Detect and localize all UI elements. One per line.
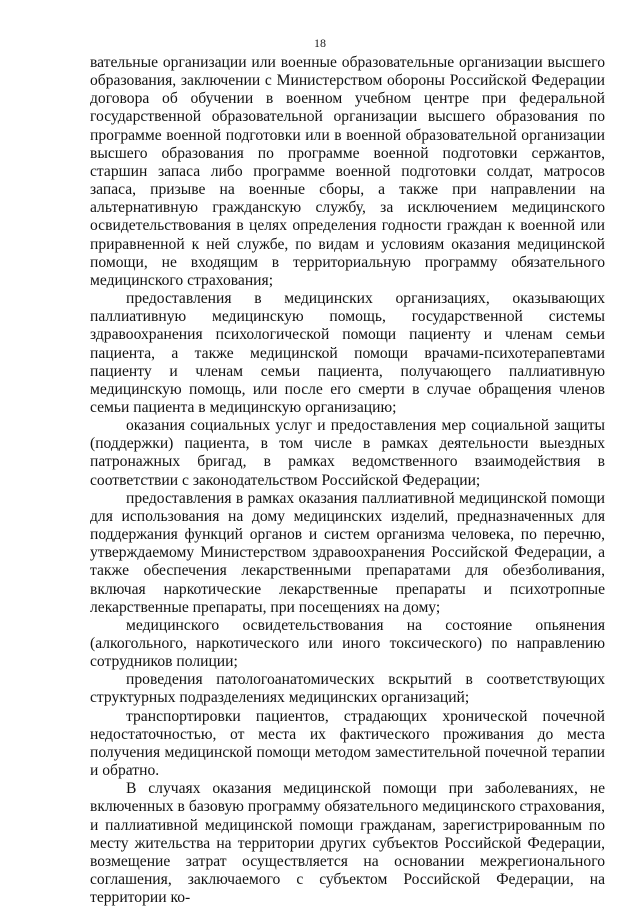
paragraph-autopsies: проведения патологоанатомических вскрытий в соответствующих структурных подразделениях медицинских организаций;: [90, 671, 605, 707]
body-text: [90, 54, 605, 907]
paragraph-psychological-help: предоставления в медицинских организациях, оказывающих паллиативную медицинскую помощь, государственной системы здравоохранения психологической помощи пациенту и членам семьи пациента, а также медицинской помощи врачами-психотерапевтами пациенту и членам семьи пациента, получающего паллиативную медицинскую помощь, или после его смерти в случае обращения членов семьи пациента в медицинскую организацию;: [90, 290, 605, 416]
page-number: 18: [314, 36, 326, 50]
paragraph-intoxication-exam: медицинского освидетельствования на состояние опьянения (алкогольного, наркотического или иного токсического) по направлению сотрудников полиции;: [90, 616, 605, 671]
paragraph-continuation: вательные организации или военные образовательные организации высшего образования, заключении с Министерством обороны Российской Федерации договора об обучении в военном учебном центре при федеральной государственной образовательной организации высшего образования по программе военной подготовки или в военной образовательной организации высшего образования по программе военной подготовки сержантов, старшин запаса либо программе военной подготовки солдат, матросов запаса, призыве на военные сборы, а также при направлении на альтернативную гражданскую службу, за исключением медицинского освидетельствования в целях определения годности граждан к военной или приравненной к ней службе, по видам и условиям оказания медицинской помощи, не входящим в территориальную программу обязательного медицинского страхования;: [90, 54, 605, 289]
paragraph-dialysis-transport: транспортировки пациентов, страдающих хронической почечной недостаточностью, от места их фактического проживания до места получения медицинской помощи методом заместительной почечной терапии и обратно.: [90, 707, 605, 780]
paragraph-social-services: оказания социальных услуг и предоставления мер социальной защиты (поддержки) пациента, в том числе в рамках деятельности выездных патронажных бригад, в рамках ведомственного взаимодействия в соответствии с законодательством Российской Федерации;: [90, 417, 605, 489]
paragraph-interregional-compensation: В случаях оказания медицинской помощи при заболеваниях, не включенных в базовую программу обязательного медицинского страхования, и паллиативной медицинской помощи гражданам, зарегистрированным по месту жительства на территории других субъектов Российской Федерации, возмещение затрат осуществляется на основании межрегионального соглашения, заключаемого с субъектом Российской Федерации, на территории ко-: [90, 780, 605, 907]
paragraph-home-medical-devices: предоставления в рамках оказания паллиативной медицинской помощи для использования на дому медицинских изделий, предназначенных для поддержания функций органов и систем организма человека, по перечню, утверждаемому Министерством здравоохранения Российской Федерации, а также обеспечения лекарственными препаратами для обезболивания, включая наркотические лекарственные препараты и психотропные лекарственные препараты, при посещениях на дому;: [90, 489, 605, 616]
